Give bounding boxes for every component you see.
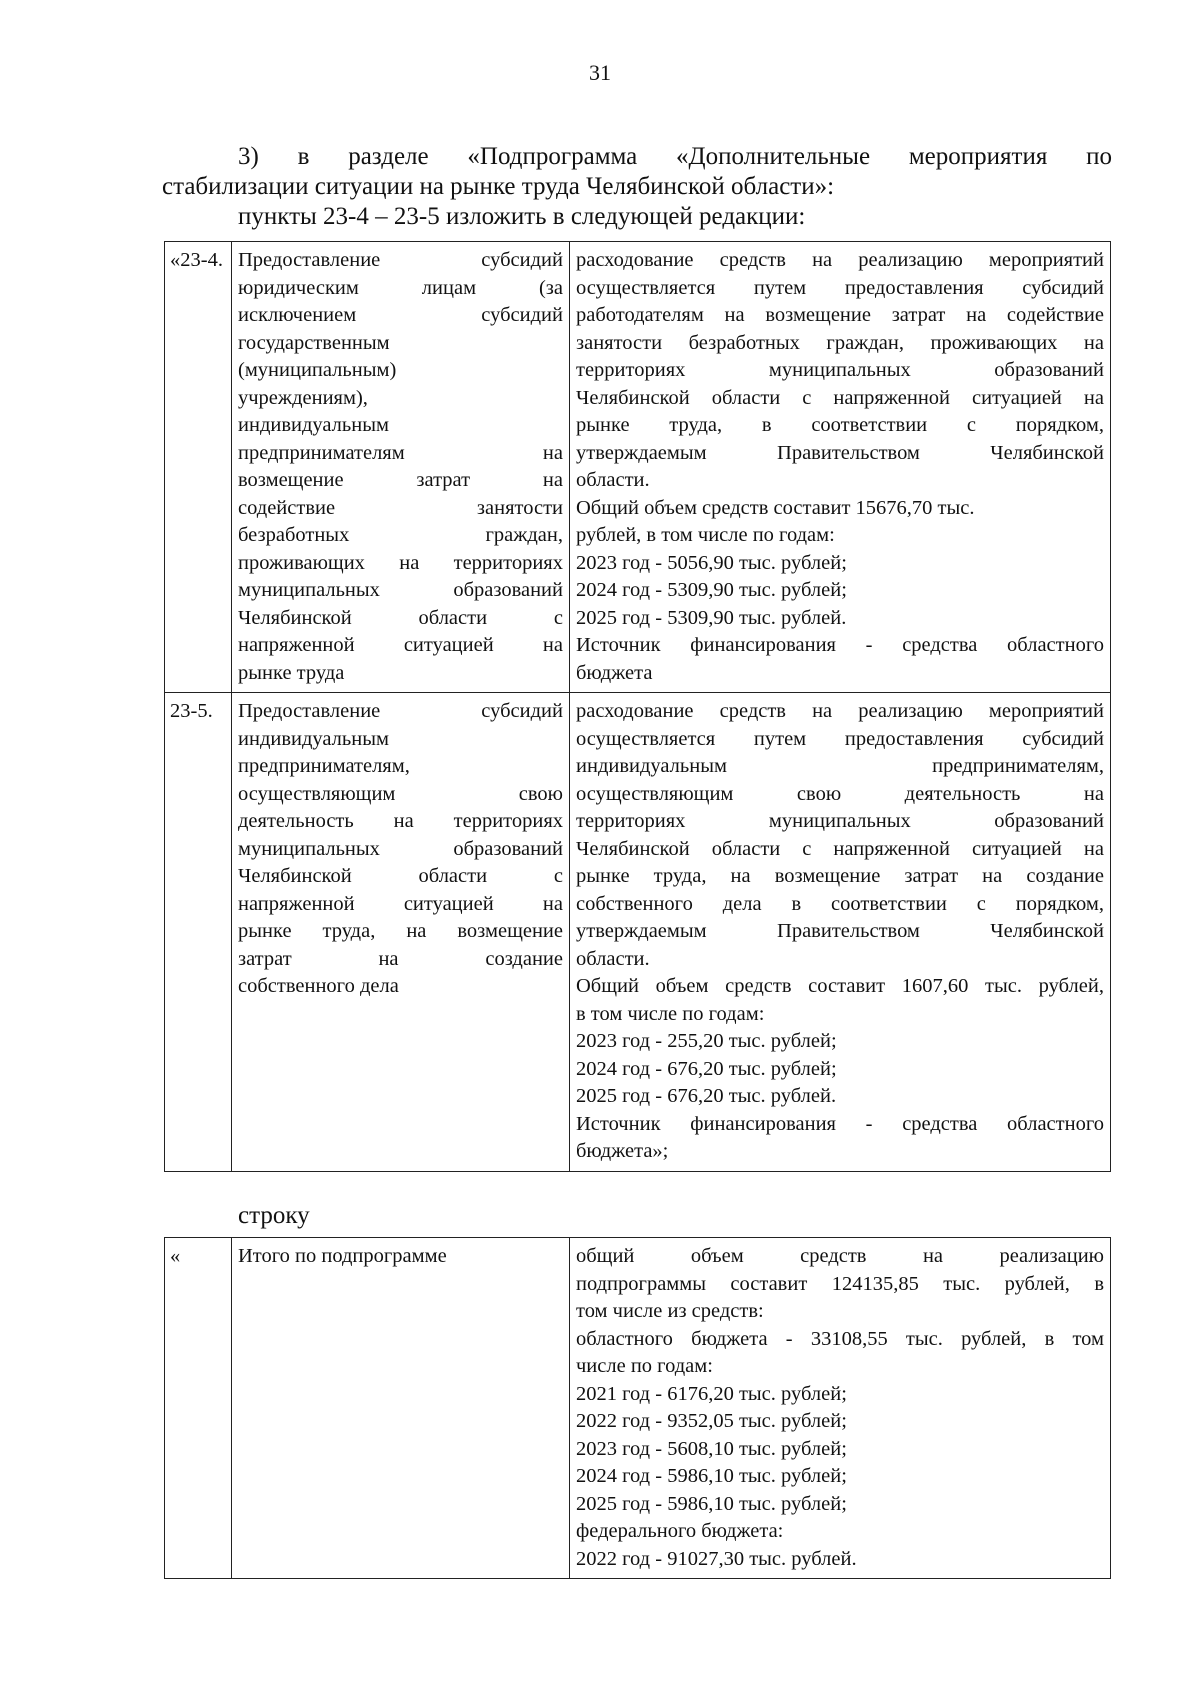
- text-line: 2021 год - 6176,20 тыс. рублей;: [576, 1382, 847, 1405]
- text-line: Челябинской области с напряженной ситуацией на: [576, 386, 1104, 409]
- text-line: Источник финансирования - средства областного: [576, 1112, 1104, 1135]
- text-line: том числе из средств:: [576, 1300, 764, 1322]
- item-number: «23-4.: [165, 242, 232, 693]
- text-line: в том числе по годам:: [576, 1002, 765, 1025]
- text-line: бюджета: [576, 661, 653, 684]
- text-line: Челябинской области с: [238, 606, 563, 629]
- text-line: юридическим лицам (за: [238, 276, 563, 299]
- total-description: Итого по подпрограмме: [232, 1238, 570, 1579]
- text-line: предпринимателям,: [238, 755, 410, 777]
- text-line: 2022 год - 9352,05 тыс. рублей;: [576, 1410, 847, 1432]
- text-line: возмещение затрат на: [238, 469, 563, 491]
- text-line: областного бюджета - 33108,55 тыс. рублей, в том: [576, 1327, 1104, 1350]
- text-line: 2024 год - 5986,10 тыс. рублей;: [576, 1465, 847, 1487]
- text-line: утверждаемым Правительством Челябинской: [576, 441, 1104, 464]
- table-row: [165, 242, 1111, 693]
- intro-line-3: пункты 23-4 – 23-5 изложить в следующей редакции:: [238, 203, 806, 230]
- text-line: территориях муниципальных образований: [576, 359, 1104, 381]
- text-line: общий объем средств на реализацию: [576, 1245, 1104, 1267]
- text-line: территориях муниципальных образований: [576, 810, 1104, 832]
- intro-line-2: стабилизации ситуации на рынке труда Челябинской области»:: [162, 173, 835, 200]
- text-line: расходование средств на реализацию мероприятий: [576, 700, 1104, 722]
- text-line: государственным: [238, 331, 390, 354]
- text-line: индивидуальным: [238, 727, 389, 750]
- text-line: индивидуальным: [238, 414, 389, 436]
- item-description: [232, 242, 570, 693]
- text-line: области.: [576, 947, 650, 970]
- page-number: 31: [589, 60, 611, 85]
- item-financing-text: [570, 242, 1111, 693]
- text-line: собственного дела в соответствии с порядком,: [576, 892, 1104, 915]
- text-line: рынке труда, в соответствии с порядком,: [576, 414, 1104, 436]
- text-line: муниципальных образований: [238, 579, 563, 601]
- table-row: [165, 1238, 1111, 1579]
- text-line: осуществляющим свою: [238, 782, 563, 805]
- text-line: рынке труда: [238, 661, 345, 684]
- text-line: предпринимателям на: [238, 441, 563, 464]
- total-financing-text: [570, 1238, 1111, 1579]
- item-financing-text: [570, 693, 1111, 1172]
- text-line: учреждениям),: [238, 386, 368, 409]
- text-line: 2025 год - 5986,10 тыс. рублей;: [576, 1492, 847, 1515]
- intro-paragraph: [162, 142, 1112, 232]
- text-line: осуществляется путем предоставления субсидий: [576, 276, 1104, 299]
- text-line: занятости безработных граждан, проживающих на: [576, 331, 1104, 354]
- text-line: Общий объем средств составит 15676,70 тыс.: [576, 496, 975, 519]
- text-line: деятельность на территориях: [238, 810, 563, 832]
- text-line: (муниципальным): [238, 359, 397, 381]
- text-line: Челябинской области с напряженной ситуацией на: [576, 837, 1104, 860]
- text-line: 2024 год - 5309,90 тыс. рублей;: [576, 579, 847, 601]
- text-line: Предоставление субсидий: [238, 700, 563, 722]
- text-line: числе по годам:: [576, 1355, 713, 1377]
- text-line: рублей, в том числе по годам:: [576, 524, 835, 546]
- text-line: федерального бюджета:: [576, 1520, 784, 1542]
- text-line: напряженной ситуацией на: [238, 634, 563, 656]
- text-line: напряженной ситуацией на: [238, 892, 563, 915]
- text-line: 2025 год - 5309,90 тыс. рублей.: [576, 606, 847, 629]
- text-line: рынке труда, на возмещение затрат на создание: [576, 865, 1104, 887]
- text-line: рынке труда, на возмещение: [238, 920, 563, 942]
- text-line: Челябинской области с: [238, 865, 563, 887]
- total-number: «: [165, 1238, 232, 1579]
- text-line: утверждаемым Правительством Челябинской: [576, 920, 1104, 942]
- text-line: Источник финансирования - средства областного: [576, 634, 1104, 656]
- text-line: Общий объем средств составит 1607,60 тыс. рублей,: [576, 975, 1104, 997]
- text-line: 2024 год - 676,20 тыс. рублей;: [576, 1057, 837, 1080]
- text-line: муниципальных образований: [238, 837, 563, 860]
- item-description: [232, 693, 570, 1172]
- text-line: 2022 год - 91027,30 тыс. рублей.: [576, 1547, 857, 1570]
- text-line: 2023 год - 5056,90 тыс. рублей;: [576, 551, 847, 574]
- text-line: работодателям на возмещение затрат на содействие: [576, 304, 1104, 326]
- text-line: осуществляющим свою деятельность на: [576, 782, 1104, 805]
- text-line: 2023 год - 5608,10 тыс. рублей;: [576, 1437, 847, 1460]
- text-line: Предоставление субсидий: [238, 249, 563, 271]
- text-line: 2023 год - 255,20 тыс. рублей;: [576, 1030, 837, 1052]
- text-line: бюджета»;: [576, 1140, 669, 1162]
- text-line: собственного дела: [238, 975, 399, 997]
- text-line: индивидуальным предпринимателям,: [576, 755, 1104, 777]
- text-line: исключением субсидий: [238, 304, 563, 326]
- stroku-label: строку: [238, 1202, 310, 1229]
- text-line: безработных граждан,: [238, 524, 563, 546]
- text-line: содействие занятости: [238, 496, 563, 519]
- text-line: осуществляется путем предоставления субсидий: [576, 727, 1104, 750]
- text-line: затрат на создание: [238, 947, 563, 970]
- text-line: подпрограммы составит 124135,85 тыс. рублей, в: [576, 1272, 1104, 1295]
- item-number: 23-5.: [165, 693, 232, 1172]
- text-line: области.: [576, 469, 650, 491]
- text-line: проживающих на территориях: [238, 551, 563, 574]
- text-line: 2025 год - 676,20 тыс. рублей.: [576, 1085, 837, 1107]
- total-table: [164, 1237, 1111, 1579]
- intro-line-1: 3) в разделе «Подпрограмма «Дополнительные мероприятия по: [238, 143, 1112, 170]
- items-table: [164, 241, 1111, 1172]
- table-row: [165, 693, 1111, 1172]
- text-line: расходование средств на реализацию мероприятий: [576, 249, 1104, 271]
